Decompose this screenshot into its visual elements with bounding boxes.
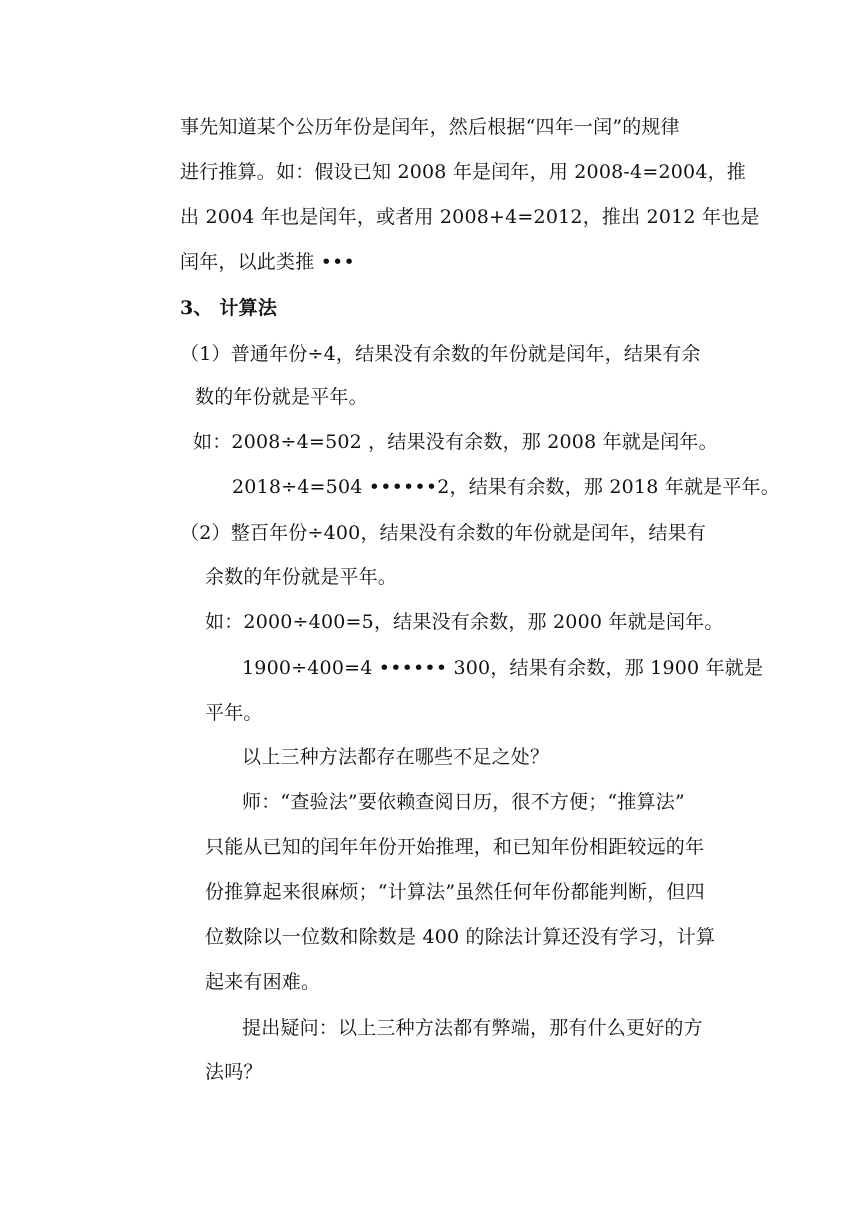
teacher-line: 只能从已知的闰年年份开始推理，和已知年份相距较远的年 <box>205 836 705 858</box>
example-line: 1900÷400=4 •••••• 300，结果有余数，那 1900 年就是 <box>242 657 764 679</box>
question-line: 法吗？ <box>205 1061 263 1083</box>
question-line: 提出疑问：以上三种方法都有弊端，那有什么更好的方 <box>242 1017 703 1039</box>
rule-line: （2）整百年份÷400，结果没有余数的年份就是闰年，结果有 <box>180 522 707 544</box>
rule-line: 余数的年份就是平年。 <box>205 566 398 588</box>
example-line: 如：2008÷4=502 ，结果没有余数，那 2008 年就是闰年。 <box>193 431 718 453</box>
example-line: 平年。 <box>205 702 263 724</box>
example-line: 2018÷4=504 ••••••2，结果有余数，那 2018 年就是平年。 <box>232 476 780 498</box>
paragraph-line: 进行推算。如：假设已知 2008 年是闰年，用 2008-4=2004，推 <box>180 161 747 183</box>
question-line: 以上三种方法都存在哪些不足之处？ <box>242 746 550 768</box>
teacher-line: 份推算起来很麻烦；“计算法”虽然任何年份都能判断，但四 <box>205 881 705 903</box>
rule-line: 数的年份就是平年。 <box>195 386 368 408</box>
example-line: 如：2000÷400=5，结果没有余数，那 2000 年就是闰年。 <box>205 611 724 633</box>
paragraph-line: 闰年，以此类推 ••• <box>180 251 355 273</box>
rule-line: （1）普通年份÷4，结果没有余数的年份就是闰年，结果有余 <box>180 343 701 365</box>
teacher-line: 师：“查验法”要依赖查阅日历，很不方便；“推算法” <box>242 791 685 813</box>
section-heading: 3、 计算法 <box>180 297 278 319</box>
teacher-line: 起来有困难。 <box>205 971 321 993</box>
paragraph-line: 出 2004 年也是闰年，或者用 2008+4=2012，推出 2012 年也是 <box>180 206 760 228</box>
teacher-line: 位数除以一位数和除数是 400 的除法计算还没有学习，计算 <box>205 926 716 948</box>
paragraph-line: 事先知道某个公历年份是闰年，然后根据“四年一闰”的规律 <box>180 116 680 138</box>
